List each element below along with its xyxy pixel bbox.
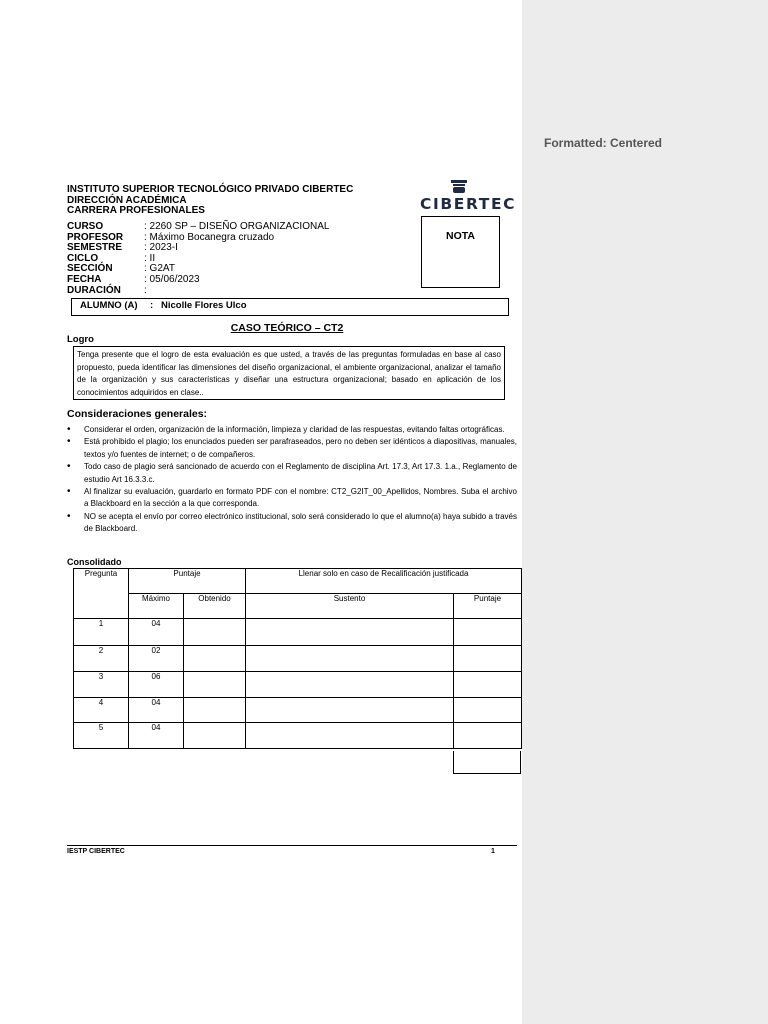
header-obtenido: Obtenido bbox=[184, 594, 246, 619]
info-key: CURSO bbox=[67, 221, 104, 232]
student-box bbox=[71, 298, 509, 316]
institution-line: CARRERA PROFESIONALES bbox=[67, 205, 205, 217]
cell-puntaje[interactable] bbox=[454, 619, 522, 646]
logro-box bbox=[73, 346, 505, 400]
logo-text: CIBERTEC bbox=[420, 195, 517, 213]
list-item: • Considerar el orden, organización de la información, limpieza y claridad de las respuestas, evitando faltas ortográficas. bbox=[67, 424, 517, 436]
header-maximo: Máximo bbox=[129, 594, 184, 619]
institution-line: DIRECCIÓN ACADÉMICA bbox=[67, 194, 187, 206]
cell-maximo: 04 bbox=[129, 698, 184, 723]
cell-obtenido[interactable] bbox=[184, 698, 246, 723]
document-title: CASO TEÓRICO – CT2 bbox=[230, 322, 344, 334]
student-name: Nicolle Flores Ulco bbox=[161, 300, 247, 311]
consideraciones-heading: Consideraciones generales: bbox=[67, 408, 208, 420]
cell-pregunta: 1 bbox=[74, 619, 129, 646]
cell-sustento[interactable] bbox=[246, 646, 454, 672]
cell-puntaje[interactable] bbox=[454, 646, 522, 672]
total-cell[interactable] bbox=[453, 751, 521, 774]
info-key: CICLO bbox=[67, 252, 99, 264]
info-value: : II bbox=[144, 252, 156, 264]
list-item: • NO se acepta el envío por correo electrónico institucional, solo será considerado lo que el alumno(a) haya subido a través de Blackboard. bbox=[67, 511, 517, 536]
info-value: : G2AT bbox=[144, 263, 175, 275]
header-puntaje-recal: Puntaje bbox=[454, 594, 522, 619]
info-value: : 2260 SP – DISEÑO ORGANIZACIONAL bbox=[144, 221, 330, 232]
institution-line: INSTITUTO SUPERIOR TECNOLÓGICO PRIVADO CIBERTEC bbox=[67, 184, 354, 195]
student-key: ALUMNO (A) bbox=[80, 300, 138, 311]
comments-sidebar bbox=[522, 0, 768, 1024]
crest-icon bbox=[450, 180, 468, 194]
cell-maximo: 04 bbox=[129, 723, 184, 749]
cell-pregunta: 4 bbox=[74, 698, 129, 723]
cell-puntaje[interactable] bbox=[454, 672, 522, 698]
info-value: : bbox=[144, 284, 147, 296]
list-item: • Todo caso de plagio será sancionado de acuerdo con el Reglamento de disciplina Art. 17.3, Art 17.3. 1.a., Reglamento de estudio Art 16.3.3.c. bbox=[67, 461, 517, 486]
page-number: 1 bbox=[491, 848, 495, 855]
info-key: SECCIÓN bbox=[67, 263, 113, 275]
footer-divider bbox=[67, 845, 517, 846]
info-value: : 05/06/2023 bbox=[144, 273, 200, 285]
cell-pregunta: 2 bbox=[74, 646, 129, 672]
cell-obtenido[interactable] bbox=[184, 672, 246, 698]
info-key: SEMESTRE bbox=[67, 242, 123, 254]
info-key: FECHA bbox=[67, 273, 102, 285]
cell-sustento[interactable] bbox=[246, 672, 454, 698]
list-item: • Al finalizar su evaluación, guardarlo en formato PDF con el nombre: CT2_G2IT_00_Apellidos, Nombres. Suba el archivo a Blackboard en la sección a la que corresponda. bbox=[67, 486, 517, 511]
nota-label: NOTA bbox=[446, 230, 475, 242]
cibertec-logo bbox=[420, 180, 517, 213]
list-item: • Está prohibido el plagio; los enunciados pueden ser parafraseados, pero no deben ser idénticos a diapositivas, manuales, textos y/o fuentes de internet; o de compañeros. bbox=[67, 436, 517, 461]
cell-pregunta: 3 bbox=[74, 672, 129, 698]
header-pregunta: Pregunta bbox=[74, 569, 129, 619]
nota-box bbox=[421, 216, 500, 288]
consideraciones-list bbox=[67, 424, 517, 536]
cell-sustento[interactable] bbox=[246, 619, 454, 646]
cell-maximo: 02 bbox=[129, 646, 184, 672]
table-row bbox=[74, 672, 522, 698]
student-separator: : bbox=[150, 300, 154, 311]
table-row bbox=[74, 619, 522, 646]
info-value: : Máximo Bocanegra cruzado bbox=[144, 231, 275, 243]
header-sustento: Sustento bbox=[246, 594, 454, 619]
cell-puntaje[interactable] bbox=[454, 698, 522, 723]
format-comment: Formatted: Centered bbox=[544, 136, 663, 150]
cell-pregunta: 5 bbox=[74, 723, 129, 749]
institution-header bbox=[67, 185, 353, 217]
info-key: PROFESOR bbox=[67, 231, 124, 243]
cell-maximo: 04 bbox=[129, 619, 184, 646]
cell-maximo: 06 bbox=[129, 672, 184, 698]
cell-obtenido[interactable] bbox=[184, 723, 246, 749]
cell-puntaje[interactable] bbox=[454, 723, 522, 749]
cell-obtenido[interactable] bbox=[184, 619, 246, 646]
logro-heading: Logro bbox=[67, 334, 94, 345]
consolidado-heading: Consolidado bbox=[67, 557, 122, 567]
table-row bbox=[74, 723, 522, 749]
table-row bbox=[74, 698, 522, 723]
cell-sustento[interactable] bbox=[246, 723, 454, 749]
table-row bbox=[74, 646, 522, 672]
footer-institution: IESTP CIBERTEC bbox=[67, 848, 125, 855]
consolidado-table bbox=[73, 568, 522, 749]
info-key: DURACIÓN bbox=[67, 284, 121, 296]
header-recalificacion: Llenar solo en caso de Recalificación justificada bbox=[246, 569, 522, 594]
logro-text: Tenga presente que el logro de esta evaluación es que usted, a través de las preguntas formuladas en base al caso propuesto, pueda identificar las dimensiones del diseño organizacional, el ambiente organizacional, analizar el tamaño de la organización y sus características y diseñar una estructura organizacional; basado en aplicación de los conocimientos adquiridos en clase.. bbox=[77, 350, 501, 397]
info-value: : 2023-I bbox=[144, 242, 178, 254]
header-puntaje: Puntaje bbox=[129, 569, 246, 594]
cell-sustento[interactable] bbox=[246, 698, 454, 723]
cell-obtenido[interactable] bbox=[184, 646, 246, 672]
